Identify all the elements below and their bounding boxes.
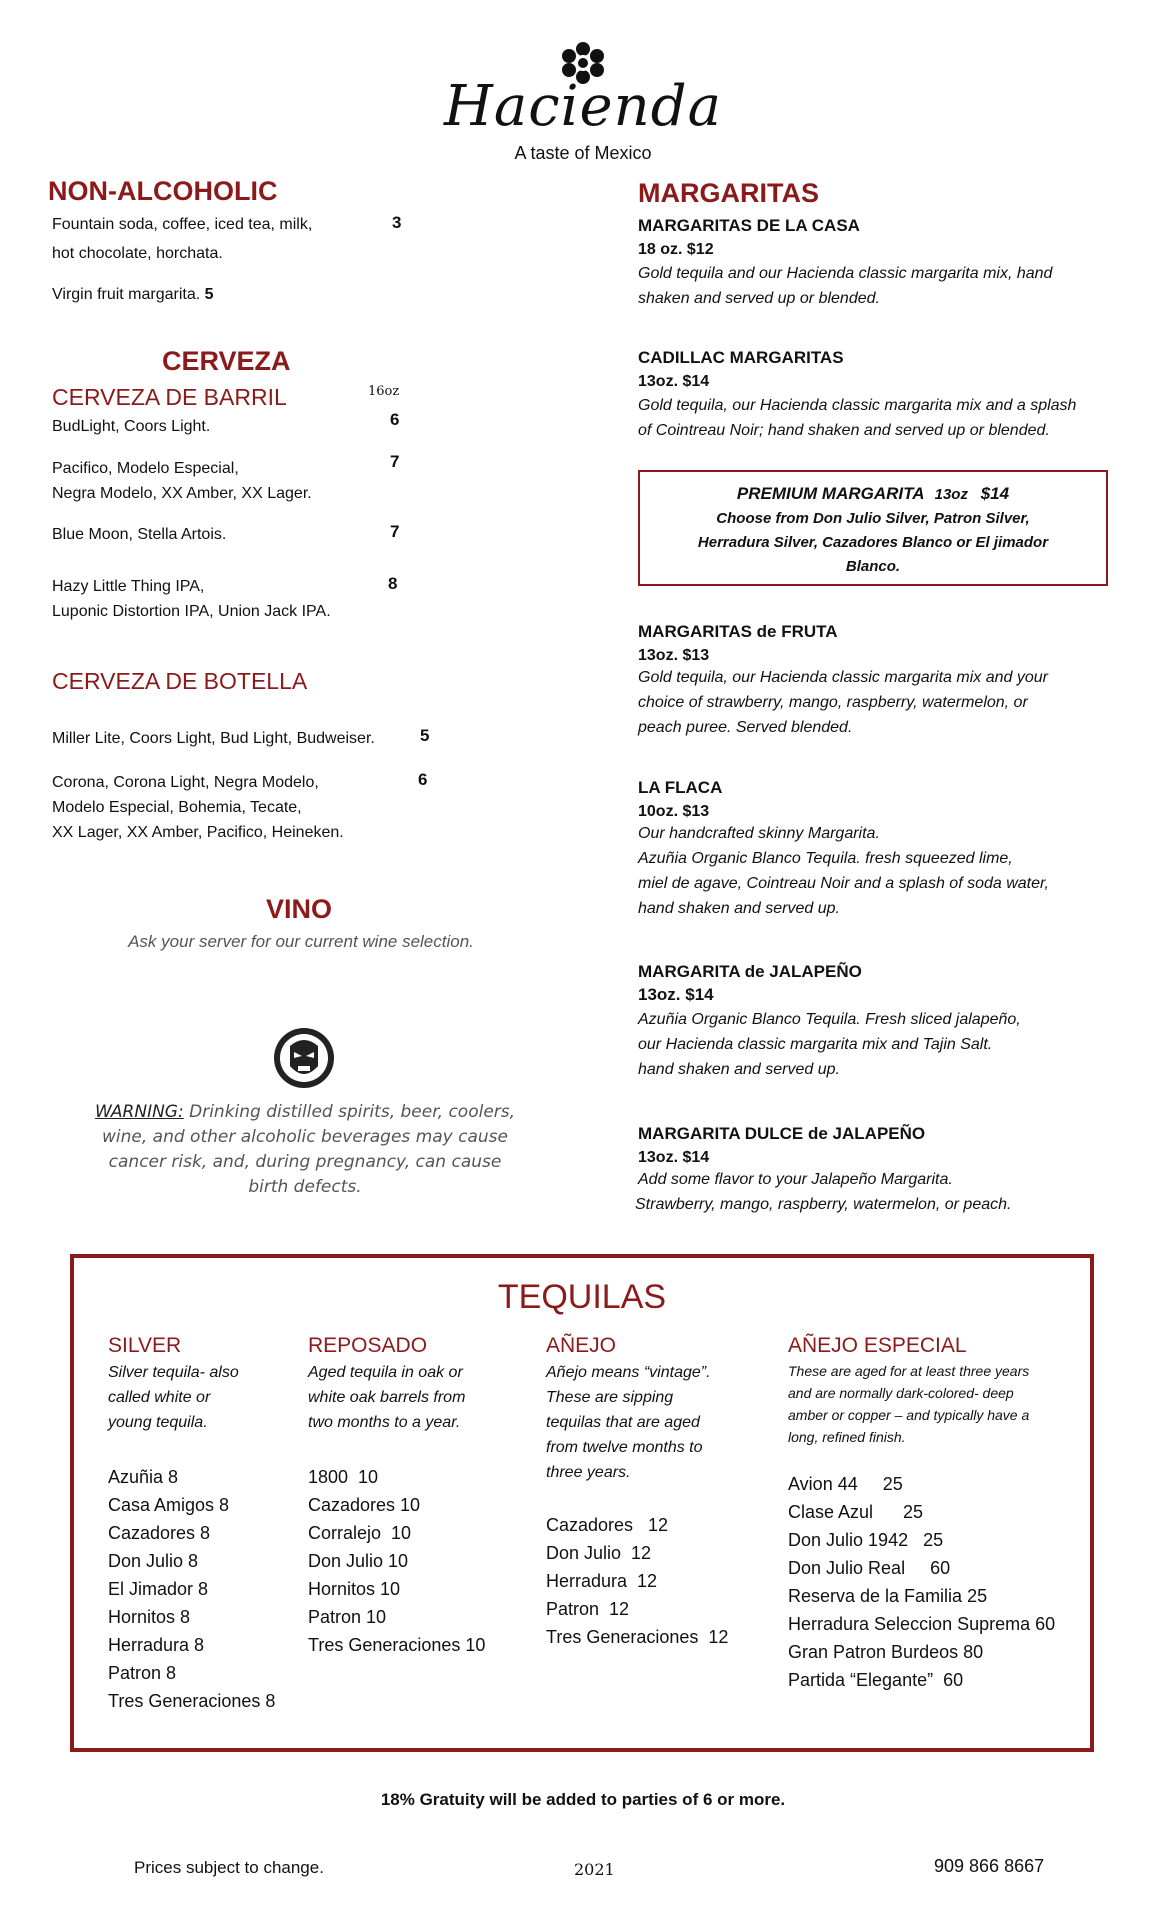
list-item: Don Julio 10	[308, 1551, 409, 1571]
list-item: Don Julio 8	[108, 1551, 199, 1571]
barril-size-label: 16oz	[368, 384, 400, 399]
botella-item-1: Miller Lite, Coors Light, Bud Light, Budweiser.	[52, 730, 375, 747]
cerveza-botella-title: CERVEZA DE BOTELLA	[52, 668, 308, 694]
list-item: Hornitos 8	[108, 1607, 191, 1627]
botella-price-1: 5	[420, 726, 430, 745]
list-item: Patron 12	[546, 1599, 630, 1619]
cerveza-barril-title: CERVEZA DE BARRIL	[52, 384, 287, 410]
barril-price-2: 7	[390, 452, 400, 471]
barril-price-3: 7	[390, 522, 400, 541]
non-alcoholic-price-2: 5	[204, 286, 214, 303]
list-item: Partida “Elegante” 60	[788, 1670, 964, 1690]
list-item: Tres Generaciones 10	[308, 1635, 486, 1655]
list-item: Cazadores 10	[308, 1495, 421, 1515]
tequilas-title: TEQUILAS	[497, 1278, 667, 1316]
list-item: Patron 8	[108, 1663, 177, 1683]
header	[0, 40, 1166, 164]
list-item: El Jimador 8	[108, 1579, 209, 1599]
tagline: A taste of Mexico	[514, 143, 652, 163]
barril-item-4: Hazy Little Thing IPA, Luponic Distortion IPA, Union Jack IPA.	[52, 578, 331, 620]
list-item: Clase Azul 25	[788, 1502, 924, 1522]
tequila-column-anejo-especial: AÑEJO ESPECIAL These are aged for at least three years and are normally dark-colored- deep amber or copper – and typically have a long, refined finish. Avion 44 25 Clase Azul 25 Don Julio 1942 25 Don Julio Real 60 Reserva de la Familia 25 Herradura Seleccion Suprema 60 Gran Patron Burdeos 80 Partida “Elegante” 60	[788, 1334, 1088, 1694]
barril-item-3: Blue Moon, Stella Artois.	[52, 526, 227, 543]
luchador-mask-icon	[266, 1026, 342, 1095]
margarita-item-cadillac: CADILLAC MARGARITAS 13oz. $14 Gold tequila, our Hacienda classic margarita mix and a splash of Cointreau Noir; hand shaken and served up or blended.	[638, 348, 1077, 439]
non-alcoholic-price-1: 3	[392, 213, 402, 232]
year-label: 2021	[574, 1860, 615, 1879]
non-alcoholic-item-1: Fountain soda, coffee, iced tea, milk, hot chocolate, horchata.	[52, 216, 313, 262]
premium-name: PREMIUM MARGARITA	[736, 484, 924, 503]
tequila-head-silver: SILVER	[108, 1334, 182, 1357]
botella-item-2: Corona, Corona Light, Negra Modelo, Modelo Especial, Bohemia, Tecate, XX Lager, XX Amber, Pacifico, Heineken.	[52, 774, 344, 841]
list-item: Don Julio 12	[546, 1543, 652, 1563]
alcohol-warning: WARNING: Drinking distilled spirits, beer, coolers, wine, and other alcoholic beverages may cause cancer risk, and, during pregnancy, can cause birth defects.	[94, 1102, 516, 1197]
margarita-item-la-flaca: LA FLACA 10oz. $13 Our handcrafted skinny Margarita. Azuñia Organic Blanco Tequila. fresh squeezed lime, miel de agave, Cointreau Noir and a splash of soda water, hand shaken and served up.	[638, 778, 1049, 917]
margarita-item-casa: MARGARITAS DE LA CASA 18 oz. $12 Gold tequila and our Hacienda classic margarita mix, hand shaken and served up or blended.	[638, 216, 1053, 307]
premium-size: 13oz	[934, 486, 968, 503]
margarita-item-dulce-jalapeno: MARGARITA DULCE de JALAPEÑO 13oz. $14 Add some flavor to your Jalapeño Margarita. Strawberry, mango, raspberry, watermelon, or peach.	[635, 1124, 1012, 1213]
non-alcoholic-title: NON-ALCOHOLIC	[48, 176, 278, 206]
list-item: Herradura 8	[108, 1635, 205, 1655]
list-item: Hornitos 10	[308, 1579, 401, 1599]
tequila-column-anejo: AÑEJO Añejo means “vintage”. These are sipping tequilas that are aged from twelve months to three years. Cazadores 12 Don Julio 12 Herradura 12 Patron 12 Tres Generaciones 12	[546, 1334, 756, 1651]
brand-name: Hacienda	[444, 74, 722, 139]
margarita-item-fruta: MARGARITAS de FRUTA 13oz. $13 Gold tequila, our Hacienda classic margarita mix and your choice of strawberry, mango, raspberry, watermelon, or peach puree. Served blended.	[638, 622, 1048, 736]
cerveza-title: CERVEZA	[162, 346, 291, 376]
premium-margarita-box: PREMIUM MARGARITA 13oz $14 Choose from Don Julio Silver, Patron Silver, Herradura Silver, Cazadores Blanco or El jimador Blanco.	[638, 470, 1108, 586]
list-item: Don Julio 1942 25	[788, 1530, 944, 1550]
list-item: Reserva de la Familia 25	[788, 1586, 988, 1606]
list-item: Casa Amigos 8	[108, 1495, 230, 1515]
barril-price-4: 8	[388, 574, 398, 593]
barril-item-2: Pacifico, Modelo Especial, Negra Modelo, XX Amber, XX Lager.	[52, 460, 312, 502]
list-item: Herradura Seleccion Suprema 60	[788, 1614, 1056, 1634]
list-item: Cazadores 12	[546, 1515, 669, 1535]
list-item: Tres Generaciones 12	[546, 1627, 729, 1647]
non-alcoholic-item-2: Virgin fruit margarita. 5	[52, 286, 214, 303]
list-item: Tres Generaciones 8	[108, 1691, 276, 1711]
tequila-column-silver: SILVER Silver tequila- also called white or young tequila. Azuñia 8 Casa Amigos 8 Cazadores 8 Don Julio 8 El Jimador 8 Hornitos 8 Herradura 8 Patron 8 Tres Generaciones 8	[108, 1334, 298, 1715]
phone-number: 909 866 8667	[934, 1856, 1045, 1876]
tequila-head-anejo-especial: AÑEJO ESPECIAL	[788, 1334, 967, 1357]
list-item: Don Julio Real 60	[788, 1558, 951, 1578]
tequila-head-anejo: AÑEJO	[546, 1334, 617, 1357]
list-item: Patron 10	[308, 1607, 387, 1627]
list-item: Cazadores 8	[108, 1523, 211, 1543]
list-item: Herradura 12	[546, 1571, 658, 1591]
barril-price-1: 6	[390, 410, 400, 429]
list-item: Corralejo 10	[308, 1523, 412, 1543]
premium-price: $14	[980, 484, 1010, 503]
tequilas-box	[70, 1254, 1094, 1752]
botella-price-2: 6	[418, 770, 428, 789]
list-item: Gran Patron Burdeos 80	[788, 1642, 984, 1662]
vino-title: VINO	[266, 894, 333, 924]
prices-note: Prices subject to change.	[134, 1858, 324, 1877]
tequila-column-reposado: REPOSADO Aged tequila in oak or white oak barrels from two months to a year. 1800 10 Cazadores 10 Corralejo 10 Don Julio 10 Hornitos 10 Patron 10 Tres Generaciones 10	[308, 1334, 528, 1659]
gratuity-note: 18% Gratuity will be added to parties of 6 or more.	[380, 1790, 786, 1809]
tequila-head-reposado: REPOSADO	[308, 1334, 428, 1357]
warning-label: WARNING:	[94, 1102, 184, 1122]
margarita-item-jalapeno: MARGARITA de JALAPEÑO 13oz. $14 Azuñia Organic Blanco Tequila. Fresh sliced jalapeño, our Hacienda classic margarita mix and Tajin Salt. hand shaken and served up.	[638, 962, 1021, 1078]
list-item: Avion 44 25	[788, 1474, 903, 1494]
barril-item-1: BudLight, Coors Light.	[52, 418, 211, 435]
list-item: Azuñia 8	[108, 1467, 179, 1487]
list-item: 1800 10	[308, 1467, 379, 1487]
vino-note: Ask your server for our current wine selection.	[128, 932, 474, 951]
margaritas-title: MARGARITAS	[638, 178, 819, 208]
